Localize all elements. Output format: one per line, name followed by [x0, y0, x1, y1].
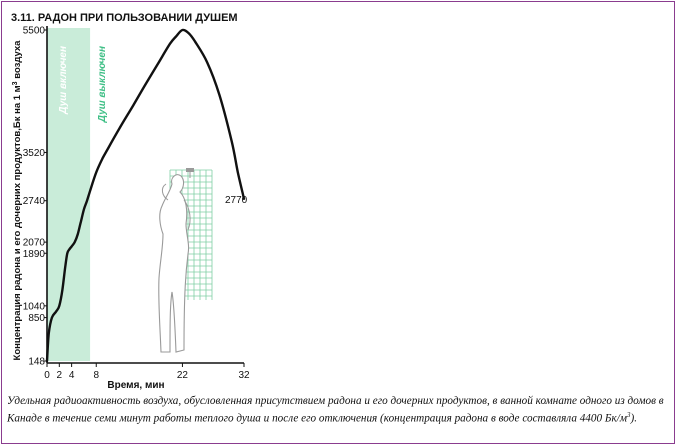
x-axis-label: Время, мин [107, 380, 165, 391]
x-tick-label: 8 [93, 370, 100, 381]
shower-head [186, 168, 194, 172]
y-axis-ticks [23, 26, 47, 368]
shower-off-label: Душ выключен [97, 46, 108, 123]
x-tick-label: 22 [176, 370, 188, 381]
end-value-label: 2770 [225, 194, 248, 206]
shower-on-label: Душ включен [58, 46, 69, 114]
x-tick-label: 0 [44, 370, 50, 381]
y-axis-label-tail: воздуха [12, 40, 23, 82]
chart-title: 3.11. РАДОН ПРИ ПОЛЬЗОВАНИИ ДУШЕМ [11, 12, 238, 24]
y-tick-label: 5500 [22, 25, 45, 37]
y-axis-label-sup: 3 [11, 81, 19, 86]
y-tick-label: 2070 [22, 237, 45, 249]
shower-person-illustration [159, 168, 212, 352]
y-axis-label [12, 40, 24, 361]
y-tick-label: 1890 [22, 248, 45, 260]
y-axis-label-main: Концентрация радона и его дочерних продуктов,Бк на 1 м [12, 85, 23, 361]
caption-sup: 3 [626, 411, 631, 419]
x-axis-ticks [44, 363, 250, 381]
x-tick-label: 4 [68, 370, 75, 381]
y-tick-label: 1040 [22, 301, 45, 313]
caption-tail: ). [630, 412, 637, 425]
caption-text: Удельная радиоактивность воздуха, обусловленная присутствием радона и его дочерних продуктов, в ванной комнате одного из домов в Канаде в течение семи минут работы теплого душа и после его отключения (концентрация радона в воде составляла 4400 Бк/м [7, 395, 664, 425]
y-tick-label: 148 [28, 356, 45, 368]
y-tick-label: 2740 [22, 196, 45, 208]
person-outline [159, 175, 189, 352]
y-tick-label: 850 [28, 313, 45, 325]
x-tick-label: 32 [238, 370, 250, 381]
x-tick-label: 2 [56, 370, 63, 381]
figure-caption [7, 394, 667, 426]
y-tick-label: 3520 [22, 147, 45, 159]
